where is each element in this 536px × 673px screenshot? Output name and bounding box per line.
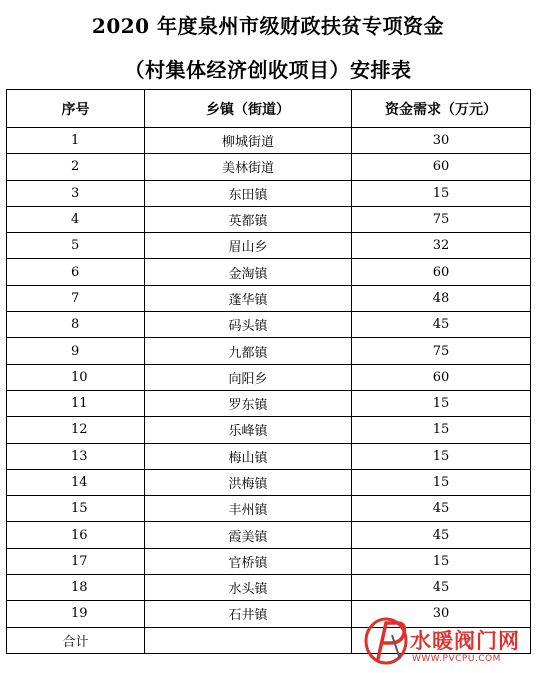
row-township: 乐峰镇 [145,417,352,443]
row-township: 水头镇 [145,575,352,601]
row-township: 向阳乡 [145,364,352,390]
row-funding: 75 [352,206,531,232]
table-row [7,128,531,154]
row-index: 12 [7,417,145,443]
row-funding: 15 [352,180,531,206]
table-row [7,390,531,416]
row-index: 18 [7,575,145,601]
row-index: 6 [7,259,145,285]
row-index: 17 [7,548,145,574]
row-funding: 45 [352,522,531,548]
row-funding: 45 [352,575,531,601]
row-funding: 48 [352,285,531,311]
row-index: 13 [7,443,145,469]
row-funding: 60 [352,364,531,390]
row-index: 7 [7,285,145,311]
table-row [7,154,531,180]
row-funding: 30 [352,601,531,627]
watermark-url: WWW.PVCPU.COM [412,654,501,664]
table-row [7,575,531,601]
row-township: 码头镇 [145,312,352,338]
row-funding: 15 [352,548,531,574]
row-township: 眉山乡 [145,233,352,259]
table-row [7,469,531,495]
table-row [7,522,531,548]
row-funding: 45 [352,312,531,338]
row-township: 美林街道 [145,154,352,180]
table-row [7,443,531,469]
row-index: 15 [7,496,145,522]
row-township: 霞美镇 [145,522,352,548]
row-index: 9 [7,338,145,364]
row-funding: 15 [352,390,531,416]
row-township: 洪梅镇 [145,469,352,495]
row-index: 8 [7,312,145,338]
table-header-row [7,90,531,128]
row-index: 11 [7,390,145,416]
row-funding: 60 [352,259,531,285]
table-row [7,285,531,311]
table-row [7,364,531,390]
row-township: 英都镇 [145,206,352,232]
row-township: 九都镇 [145,338,352,364]
row-funding: 15 [352,469,531,495]
row-township: 石井镇 [145,601,352,627]
row-funding: 15 [352,417,531,443]
table-row [7,601,531,627]
row-index: 16 [7,522,145,548]
row-township: 金淘镇 [145,259,352,285]
table-row [7,496,531,522]
table-row [7,206,531,232]
watermark-text: 水暖阀门网 [410,629,520,653]
row-index: 5 [7,233,145,259]
row-funding: 15 [352,443,531,469]
table-row [7,417,531,443]
table-row [7,259,531,285]
row-township: 罗东镇 [145,390,352,416]
total-empty [145,627,352,653]
row-index: 1 [7,128,145,154]
row-index: 4 [7,206,145,232]
row-township: 蓬华镇 [145,285,352,311]
row-index: 19 [7,601,145,627]
table-row [7,548,531,574]
page-title: 2020 年度泉州市级财政扶贫专项资金 [91,14,445,38]
row-funding: 60 [352,154,531,180]
row-township: 东田镇 [145,180,352,206]
row-township: 柳城街道 [145,128,352,154]
table-row [7,180,531,206]
row-funding: 75 [352,338,531,364]
row-index: 2 [7,154,145,180]
total-label: 合计 [7,627,145,653]
row-index: 14 [7,469,145,495]
page-subtitle: （村集体经济创收项目）安排表 [124,58,412,82]
header-funding: 资金需求（万元） [352,90,531,128]
row-funding: 32 [352,233,531,259]
row-township: 丰州镇 [145,496,352,522]
row-index: 3 [7,180,145,206]
allocation-table [6,89,531,654]
table-row [7,233,531,259]
table-row [7,338,531,364]
row-township: 官桥镇 [145,548,352,574]
header-index: 序号 [7,90,145,128]
table-row [7,312,531,338]
row-township: 梅山镇 [145,443,352,469]
row-funding: 45 [352,496,531,522]
row-index: 10 [7,364,145,390]
row-funding: 30 [352,128,531,154]
header-township: 乡镇（街道） [145,90,352,128]
